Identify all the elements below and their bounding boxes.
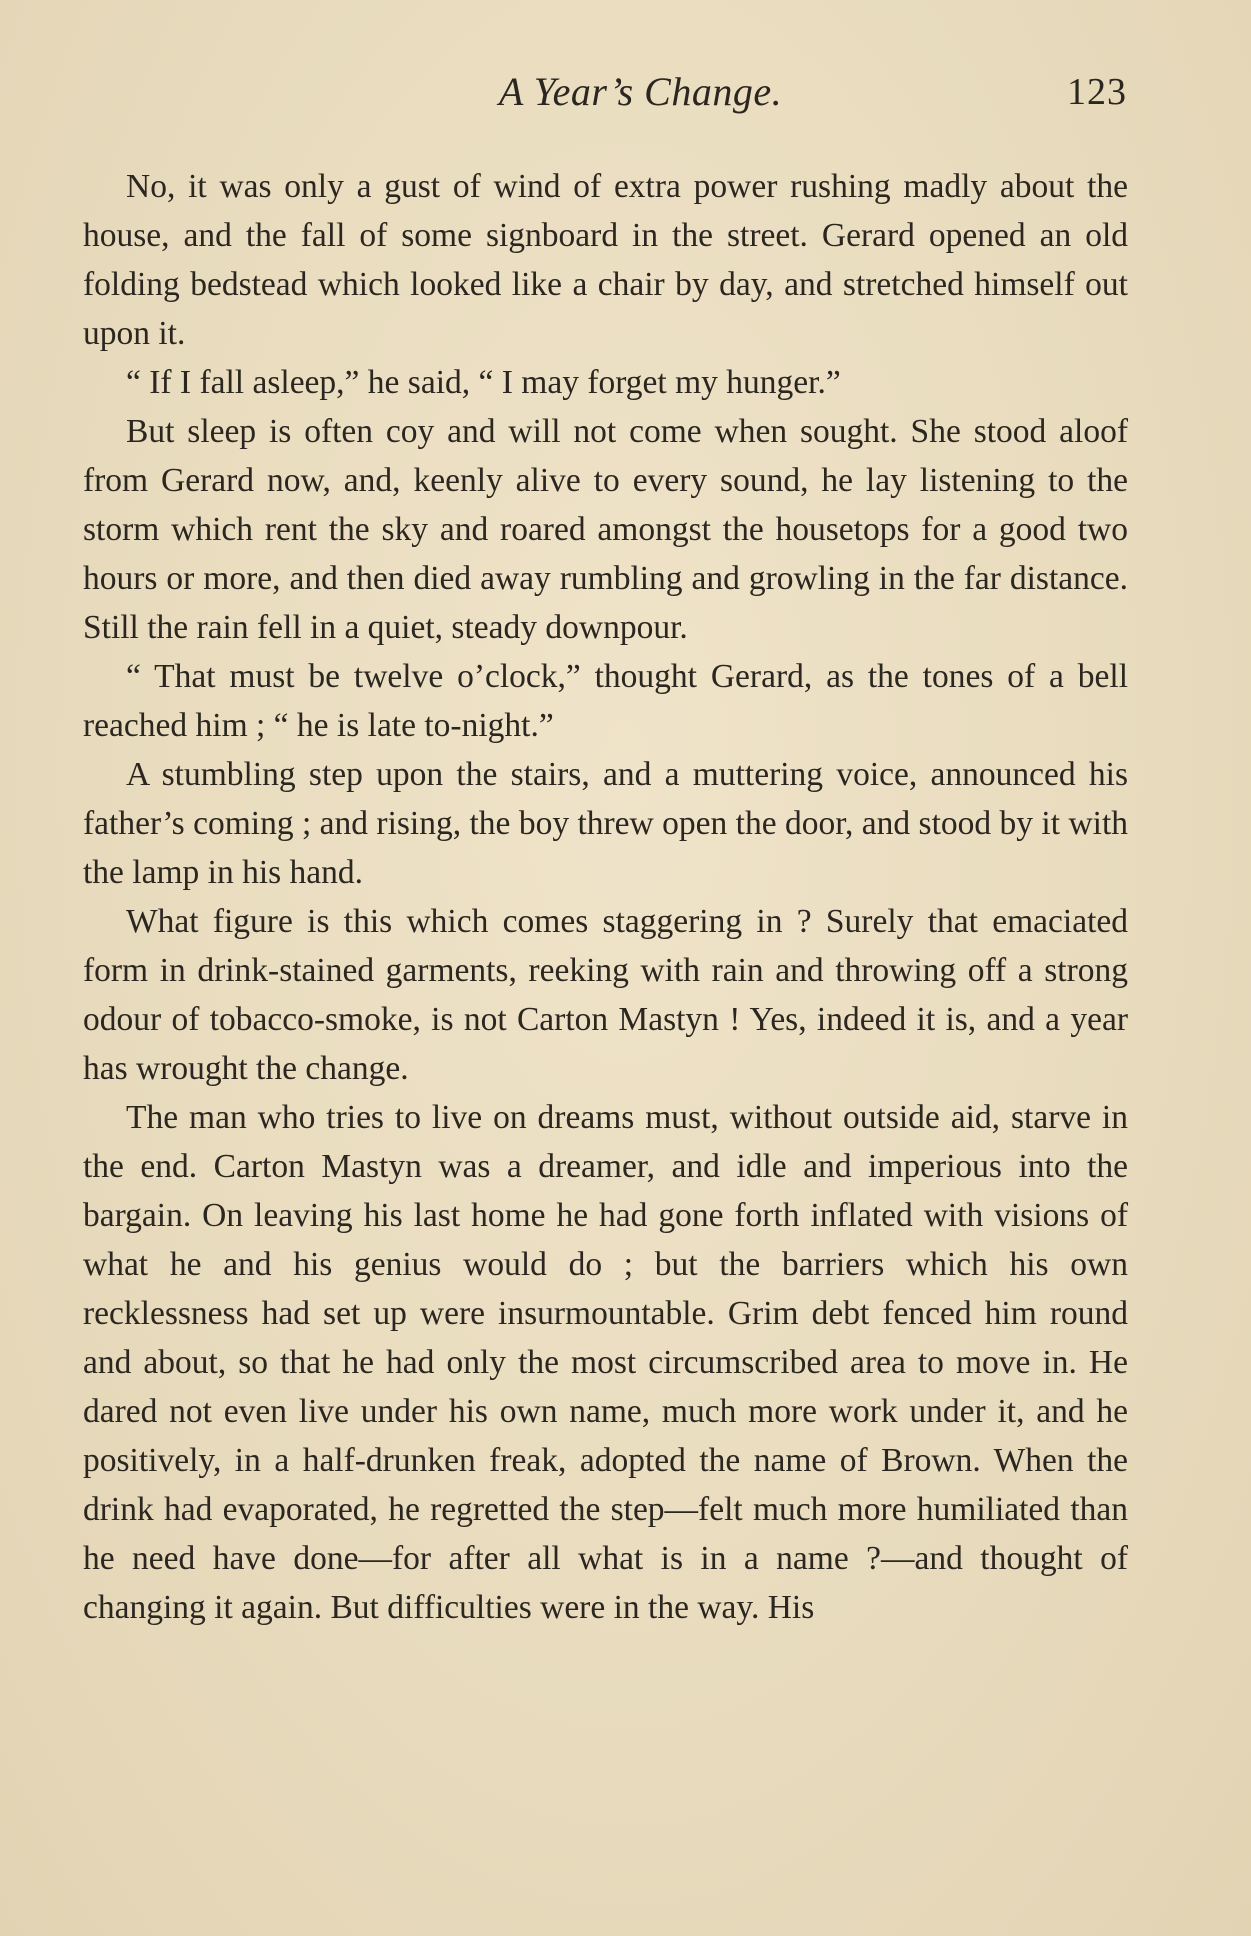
paragraph: “ If I fall asleep,” he said, “ I may forget my hunger.” [126, 364, 841, 401]
body-text [83, 162, 1128, 1632]
paragraph: No, it was only a gust of wind of extra power rushing madly about the house, and the fall of some signboard in the street. Gerard opened an old folding bedstead which looked like a chair by day, and stretched himself out upon it. [83, 168, 1128, 352]
paragraph: The man who tries to live on dreams must, without outside aid, starve in the end. Carton Mastyn was a dreamer, and idle and imperious into the bargain. On leaving his last home he had gone forth inflated with visions of what he and his genius would do ; but the barriers which his own recklessness had set up were insurmountable. Grim debt fenced him round and about, so that he had only the most circumscribed area to move in. He dared not even live under his own name, much more work under it, and he positively, in a half-drunken freak, adopted the name of Brown. When the drink had evaporated, he regretted the step—felt much more humiliated than he need have done—for after all what is in a name ?—and thought of changing it again. But difficulties were in the way. His [83, 1099, 1128, 1626]
paragraph: What figure is this which comes staggering in ? Surely that emaciated form in drink-stained garments, reeking with rain and throwing off a strong odour of tobacco-smoke, is not Carton Mastyn ! Yes, indeed it is, and a year has wrought the change. [83, 903, 1128, 1087]
page-number: 123 [1067, 71, 1127, 113]
paragraph: But sleep is often coy and will not come when sought. She stood aloof from Gerard now, and, keenly alive to every sound, he lay listening to the storm which rent the sky and roared amongst the housetops for a good two hours or more, and then died away rumbling and growling in the far distance. Still the rain fell in a quiet, steady downpour. [83, 413, 1128, 646]
paragraph: A stumbling step upon the stairs, and a muttering voice, announced his father’s coming ; and rising, the boy threw open the door, and stood by it with the lamp in his hand. [83, 756, 1128, 891]
running-title: A Year’s Change. [498, 69, 783, 114]
paragraph: “ That must be twelve o’clock,” thought Gerard, as the tones of a bell reached him ; “ he is late to-night.” [83, 658, 1128, 744]
running-head [0, 68, 1251, 118]
